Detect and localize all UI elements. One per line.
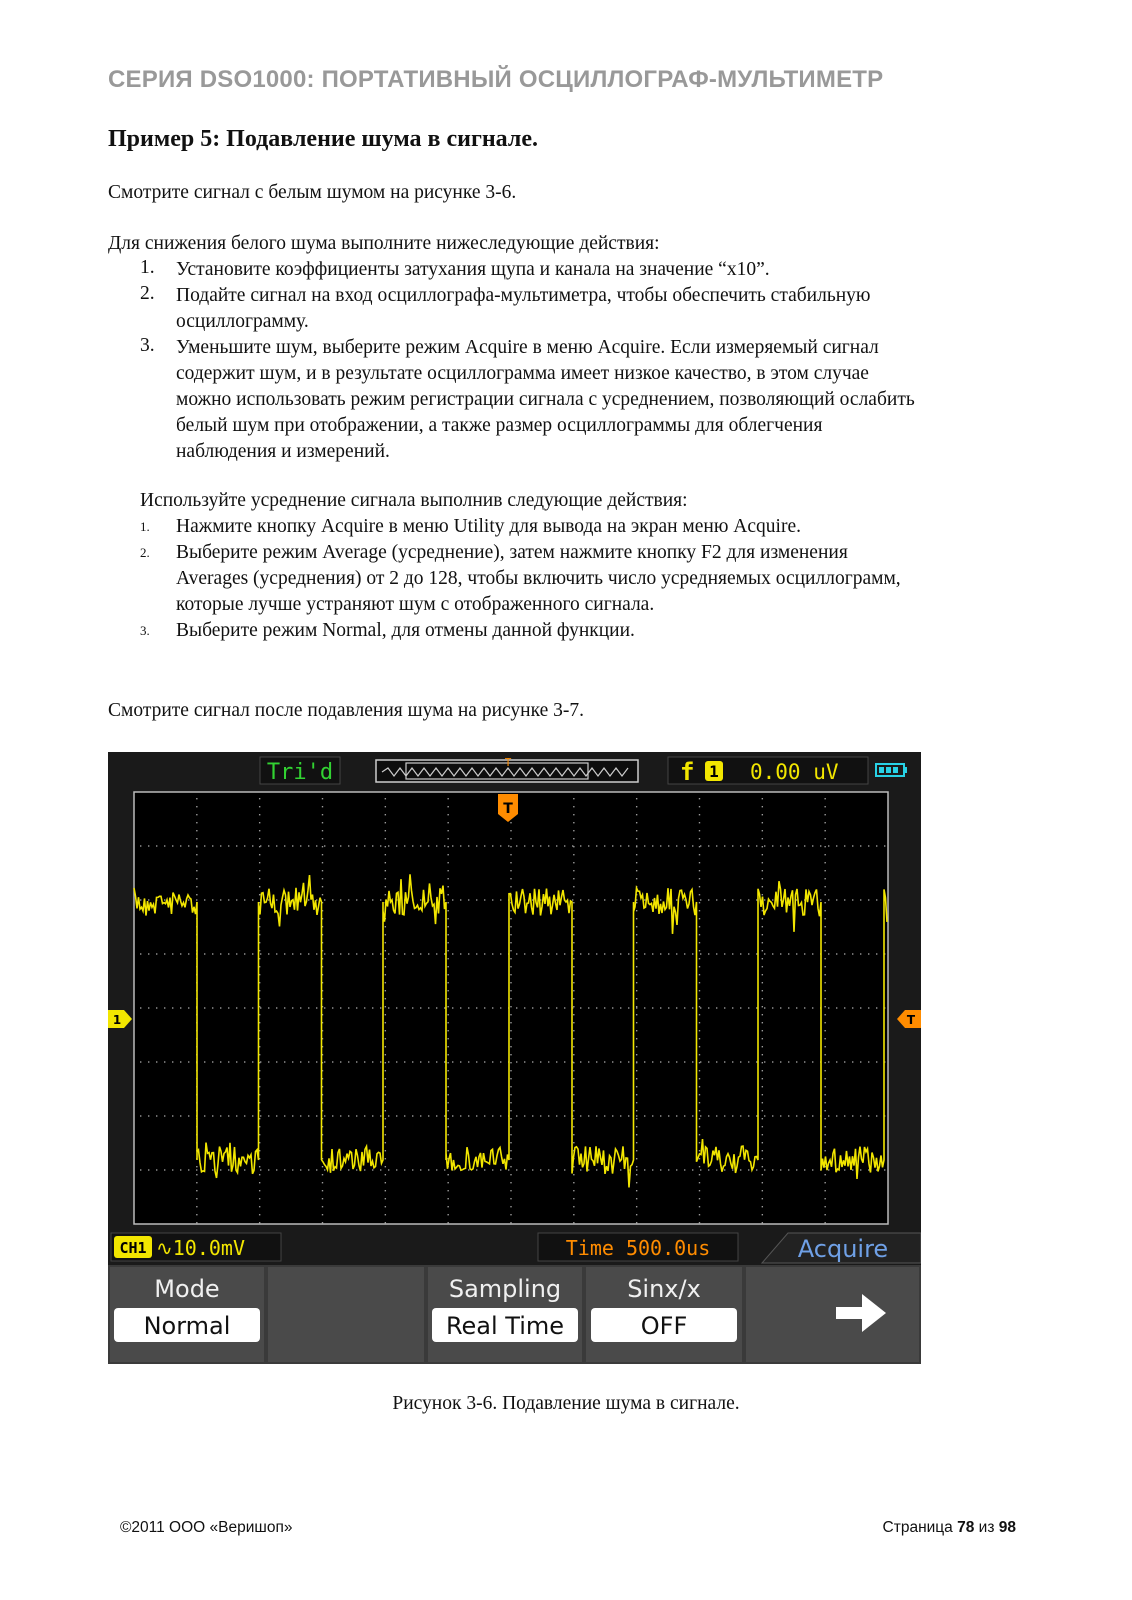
timebase xyxy=(538,1233,738,1261)
svg-text:T: T xyxy=(906,1013,916,1027)
svg-text:Sinx/x: Sinx/x xyxy=(627,1275,701,1303)
svg-text:Acquire: Acquire xyxy=(797,1235,889,1263)
step-line: Подайте сигнал на вход осциллографа-мультиметра, чтобы обеспечить стабильную xyxy=(176,285,871,306)
avg-step-line: Нажмите кнопку Acquire в меню Utility для вывода на экран меню Acquire. xyxy=(176,516,801,537)
memory-bar xyxy=(376,756,638,782)
svg-text:Real Time: Real Time xyxy=(445,1312,565,1340)
svg-text:1: 1 xyxy=(709,762,719,781)
svg-text:OFF: OFF xyxy=(640,1312,688,1340)
softkey-sampling[interactable] xyxy=(428,1267,582,1362)
avg-step-number: 3. xyxy=(140,623,150,638)
step-line: содержит шум, и в результате осциллограмма имеет низкое качество, в этом случае xyxy=(176,363,869,384)
page-separator: из xyxy=(978,1519,995,1536)
steps-intro: Для снижения белого шума выполните нижеследующие действия: xyxy=(108,233,660,254)
svg-text:T: T xyxy=(504,756,512,769)
edge-trigger-icon: f xyxy=(680,758,695,786)
step-line: белый шум при отображении, а также размер осциллограммы для облегчения xyxy=(176,415,823,436)
oscilloscope-screenshot xyxy=(108,752,921,1364)
after-paragraph: Смотрите сигнал после подавления шума на рисунке 3-7. xyxy=(108,700,584,721)
step-number: 1. xyxy=(140,257,155,278)
page-total: 98 xyxy=(998,1519,1016,1536)
trigger-status: Tri'd xyxy=(266,760,334,785)
step-line: можно использовать режим регистрации сигнала с усреднением, позволяющий ослабить xyxy=(176,389,915,410)
intro-paragraph: Смотрите сигнал с белым шумом на рисунке 3-6. xyxy=(108,182,517,203)
svg-text:Time 500.0us: Time 500.0us xyxy=(565,1236,711,1260)
step-line: наблюдения и измерений. xyxy=(176,441,390,462)
avg-step-line: Выберите режим Average (усреднение), затем нажмите кнопку F2 для изменения xyxy=(176,542,848,563)
svg-text:Sampling: Sampling xyxy=(448,1275,562,1303)
avg-step-line: Averages (усреднения) от 2 до 128, чтобы включить число усредняемых осциллограмм, xyxy=(176,568,901,589)
channel1-scale xyxy=(111,1233,281,1261)
avg-step-number: 1. xyxy=(140,519,150,534)
svg-text:Normal: Normal xyxy=(143,1312,231,1340)
avg-step-line: Выберите режим Normal, для отмены данной функции. xyxy=(176,620,635,641)
svg-text:CH1: CH1 xyxy=(119,1239,147,1257)
step-number: 3. xyxy=(140,335,155,356)
menu-title xyxy=(762,1233,921,1263)
svg-text:∿10.0mV: ∿10.0mV xyxy=(156,1236,246,1260)
softkey-mode[interactable] xyxy=(110,1267,264,1362)
avg-step-number: 2. xyxy=(140,545,150,560)
avg-step-line: которые лучше устраняют шум с отображенного сигнала. xyxy=(176,594,655,615)
avg-intro: Используйте усреднение сигнала выполнив следующие действия: xyxy=(140,490,688,511)
svg-text:1: 1 xyxy=(112,1013,122,1027)
footer-copyright: ©2011 ООО «Веришоп» xyxy=(120,1519,293,1536)
step-number: 2. xyxy=(140,283,155,304)
page-prefix: Страница xyxy=(882,1519,953,1536)
step-line: осциллограмму. xyxy=(176,311,309,332)
step-line: Установите коэффициенты затухания щупа и канала на значение “x10”. xyxy=(176,259,770,280)
channel1-level-marker xyxy=(108,1010,132,1028)
page-number: 78 xyxy=(957,1519,975,1536)
step-line: Уменьшите шум, выберите режим Acquire в меню Acquire. Если измеряемый сигнал xyxy=(176,337,879,358)
example-title: Пример 5: Подавление шума в сигнале. xyxy=(108,126,538,152)
trigger-level: 0.00 uV xyxy=(750,760,839,784)
figure-caption: Рисунок 3-6. Подавление шума в сигнале. xyxy=(392,1393,740,1414)
softkey-sinx[interactable] xyxy=(586,1267,742,1362)
softkey-empty[interactable] xyxy=(268,1267,424,1362)
footer-page-info xyxy=(883,1519,1016,1537)
svg-text:T: T xyxy=(503,801,513,817)
svg-text:Mode: Mode xyxy=(154,1275,220,1303)
trigger-level-marker xyxy=(897,1010,921,1028)
next-page-button[interactable] xyxy=(746,1267,919,1362)
document-header: СЕРИЯ DSO1000: ПОРТАТИВНЫЙ ОСЦИЛЛОГРАФ-МУЛЬТИМЕТР xyxy=(108,66,884,93)
